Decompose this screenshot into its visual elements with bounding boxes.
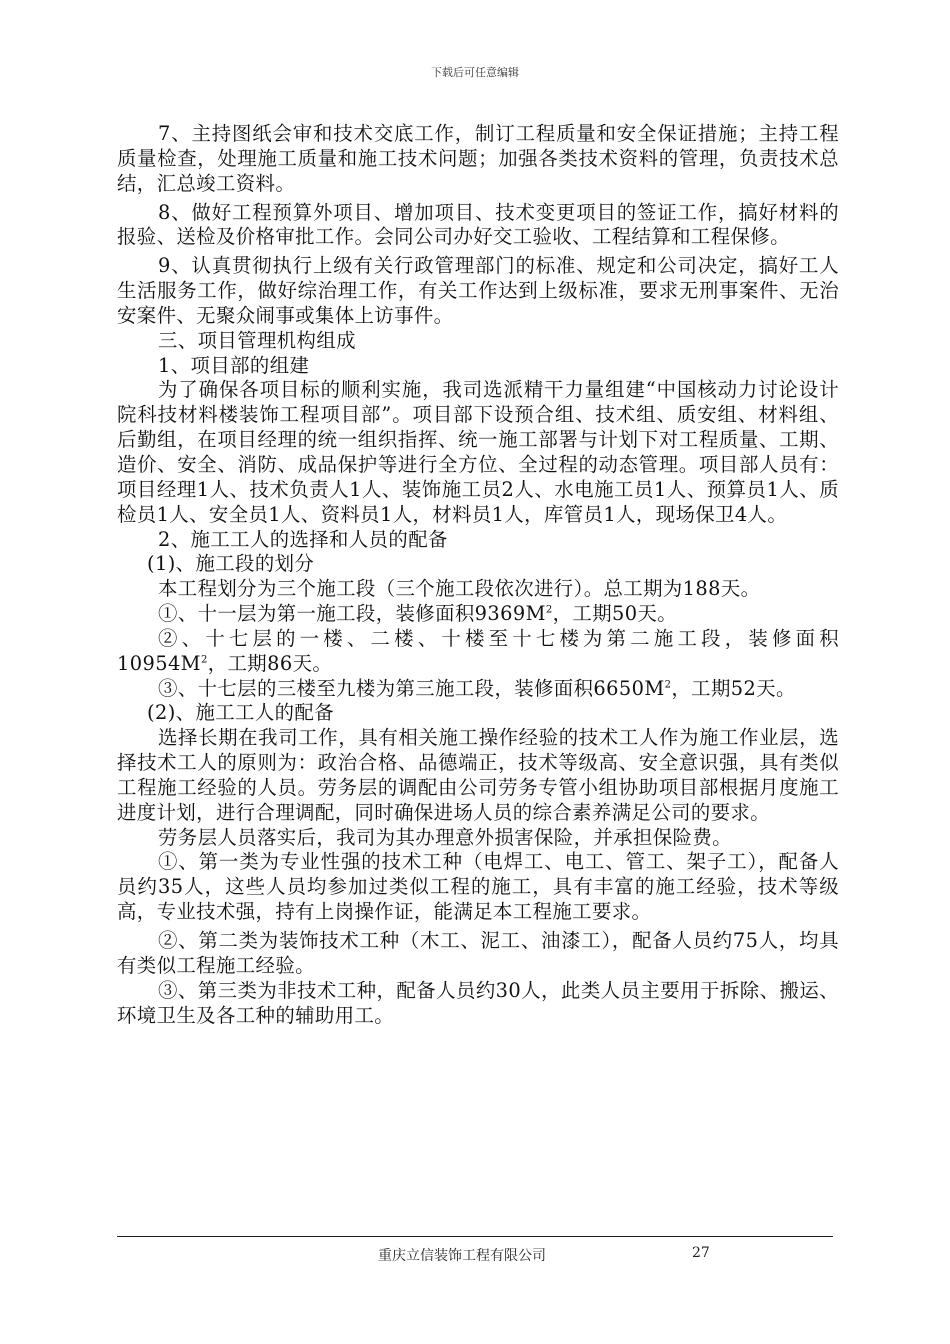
segment-1-duration: ，工期50天。	[552, 602, 678, 626]
paragraph-worker-selection: 选择长期在我司工作，具有相关施工操作经验的技术工人作为施工作业层，选择技术工人的原则为：政治合格、品德端正，技术等级高、安全意识强，具有类似工程施工经验的人员。劳务层的调配由公司劳务专管小组协助项目部根据月度施工进度计划，进行合理调配，同时确保进场人员的综合素养满足公司的要求。	[117, 726, 839, 824]
segment-2	[117, 627, 839, 677]
page-number: 27	[692, 1245, 710, 1261]
paragraph-project-dept: 为了确保各项目标的顺利实施，我司选派精干力量组建“中国核动力讨论设计院科技材料楼装饰工程项目部”。项目部下设预合组、技术组、质安组、材料组、后勤组，在项目经理的统一组织指挥、统一施工部署与计划下对工程质量、工期、造价、安全、消防、成品保护等进行全方位、全过程的动态管理。项目部人员有：项目经理1人、技术负责人1人、装饰施工员2人、水电施工员1人、预算员1人、质检员1人、安全员1人、资料员1人，材料员1人，库管员1人，现场保卫4人。	[117, 378, 839, 526]
footer-divider	[117, 1236, 833, 1237]
superscript: 2	[200, 654, 208, 666]
superscript: 2	[545, 604, 553, 616]
segment-2-text: ②、十七层的一楼、二楼、十楼至十七楼为第二施工段，装修面积10954M	[117, 626, 839, 675]
worker-category-3: ③、第三类为非技术工种，配备人员约30人，此类人员主要用于拆除、搬运、环境卫生及各工种的辅助用工。	[117, 978, 839, 1027]
segment-1-text: ①、十一层为第一施工段，装修面积9369M	[158, 602, 546, 626]
document-body	[117, 122, 839, 1028]
footer-company: 重庆立信装饰工程有限公司	[378, 1248, 546, 1264]
paragraph-duty-8: 8、做好工程预算外项目、增加项目、技术变更项目的签证工作，搞好材料的报验、送检及价格审批工作。会同公司办好交工验收、工程结算和工程保修。	[117, 200, 839, 249]
paragraph-duty-7: 7、主持图纸会审和技术交底工作，制订工程质量和安全保证措施；主持工程质量检查，处理施工质量和施工技术问题；加强各类技术资料的管理，负责技术总结，汇总竣工资料。	[117, 122, 839, 195]
paragraph-segments-intro: 本工程划分为三个施工段（三个施工段依次进行）。总工期为188天。	[158, 577, 761, 601]
section-heading-3: 三、项目管理机构组成	[158, 328, 356, 352]
superscript: 2	[664, 679, 672, 691]
paragraph-duty-9: 9、认真贯彻执行上级有关行政管理部门的标准、规定和公司决定，搞好工人生活服务工作，做好综治理工作，有关工作达到上级标准，要求无刑事案件、无治安案件、无聚众闹事或集体上访事件。	[117, 254, 839, 327]
segment-3-text: ③、十七层的三楼至九楼为第三施工段，装修面积6650M	[158, 676, 665, 700]
paragraph-insurance: 劳务层人员落实后，我司为其办理意外损害保险，并承担保险费。	[158, 825, 732, 849]
segment-1	[117, 602, 839, 627]
segment-3-duration: ，工期52天。	[671, 676, 796, 700]
segment-3	[117, 677, 839, 702]
subheading-workers: (2)、施工工人的配备	[147, 701, 334, 725]
worker-category-2: ②、第二类为装饰技术工种（木工、泥工、油漆工），配备人员约75人，均具有类似工程施工经验。	[117, 929, 839, 977]
subheading-2: 2、施工工人的选择和人员的配备	[158, 527, 448, 551]
subheading-1: 1、项目部的组建	[158, 353, 310, 377]
page-header: 下载后可任意编辑	[431, 66, 519, 79]
subheading-segments: (1)、施工段的划分	[147, 552, 315, 576]
worker-category-1: ①、第一类为专业性强的技术工种（电焊工、电工、管工、架子工），配备人员约35人，这些人员均参加过类似工程的施工，具有丰富的施工经验，技术等级高，专业技术强，持有上岗操作证，能满足本工程施工要求。	[117, 850, 839, 924]
segment-2-duration: ，工期86天。	[207, 651, 333, 675]
